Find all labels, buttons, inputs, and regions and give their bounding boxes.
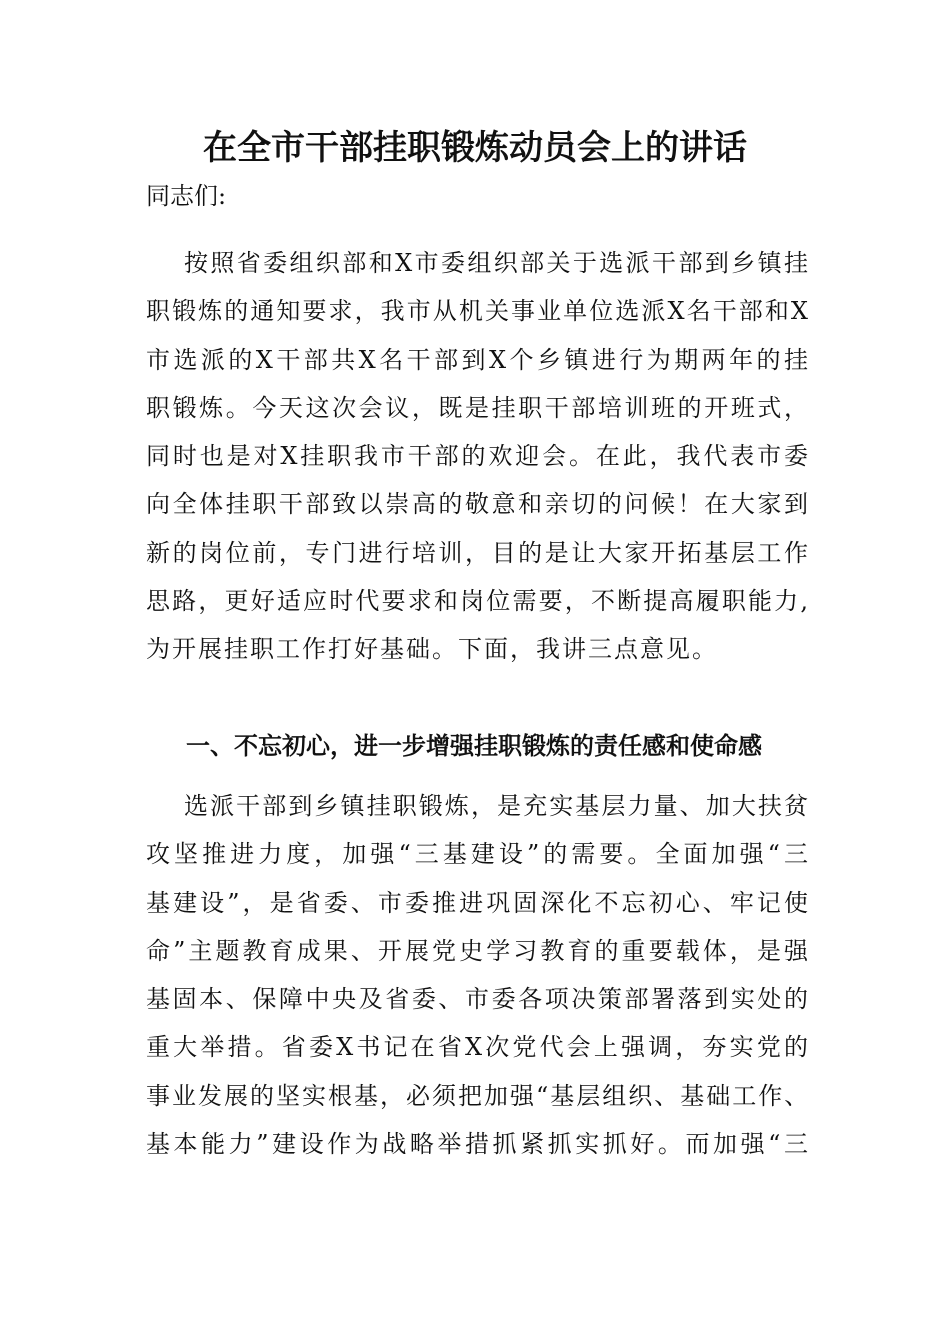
paragraph-line: 为开展挂职工作打好基础。下面，我讲三点意见。 [146,635,718,664]
paragraph-line: 同时也是对X挂职我市干部的欢迎会。在此，我代表市委 [146,442,810,471]
document-title: 在全市干部挂职锻炼动员会上的讲话 [203,128,747,168]
paragraph-line: 职锻炼的通知要求，我市从机关事业单位选派X名干部和X [146,297,810,326]
paragraph-line: 基本能力”建设作为战略举措抓紧抓实抓好。而加强“三 [146,1130,810,1159]
section-heading-1: 一、不忘初心，进一步增强挂职锻炼的责任感和使命感 [186,732,762,760]
paragraph-line: 选派干部到乡镇挂职锻炼，是充实基层力量、加大扶贫 [184,792,810,820]
paragraph-line: 新的岗位前，专门进行培训，目的是让大家开拓基层工作 [146,538,810,567]
paragraph-line: 思路，更好适应时代要求和岗位需要，不断提高履职能力, [146,587,810,616]
salutation: 同志们: [146,182,227,210]
paragraph-line: 重大举措。省委X书记在省X次党代会上强调，夯实党的 [146,1033,810,1062]
paragraph-line: 按照省委组织部和X市委组织部关于选派干部到乡镇挂 [184,249,810,277]
paragraph-1 [146,239,810,674]
paragraph-line: 事业发展的坚实根基，必须把加强“基层组织、基础工作、 [146,1081,811,1110]
paragraph-line: 基建设”，是省委、市委推进巩固深化不忘初心、牢记使 [146,888,810,917]
paragraph-line: 市选派的X干部共X名干部到X个乡镇进行为期两年的挂 [146,345,810,374]
paragraph-2 [146,782,810,1168]
paragraph-line: 命”主题教育成果、开展党史学习教育的重要载体，是强 [146,936,810,965]
paragraph-line: 攻坚推进力度，加强“三基建设”的需要。全面加强“三 [146,840,810,869]
paragraph-line: 职锻炼。今天这次会议，既是挂职干部培训班的开班式， [146,393,810,422]
paragraph-line: 基固本、保障中央及省委、市委各项决策部署落到实处的 [146,985,810,1014]
paragraph-line: 向全体挂职干部致以崇高的敬意和亲切的问候！在大家到 [146,490,810,519]
